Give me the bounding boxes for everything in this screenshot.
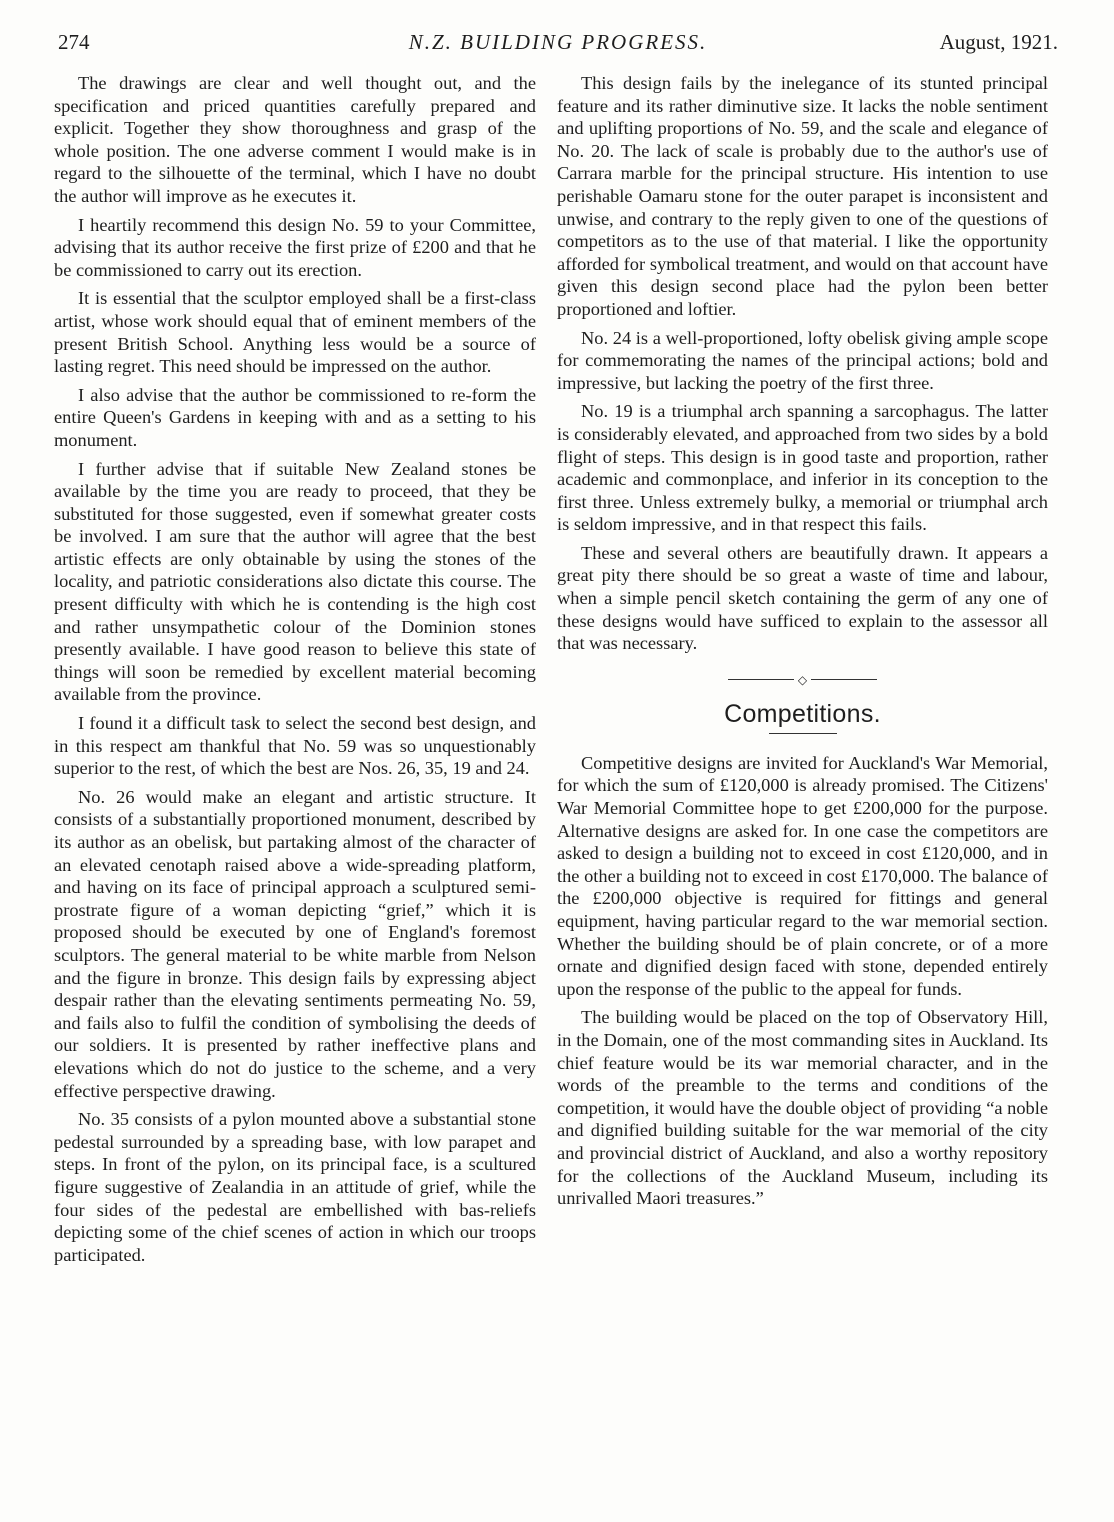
paragraph: I further advise that if suitable New Zealand stones be available by the time you are ready to proceed, that they be substituted for those suggested, even if somewhat greater costs be involved. I am sure that the author will agree that the best artistic effects are only obtainable by using the stones of the locality, and patriotic considerations also dictate this course. The present difficulty with which he is contending is the high cost and rather unsympathetic colour of the Dominion stones presently available. I have good reason to believe this state of things will soon be remedied by excellent material becoming available from the province.: [54, 458, 536, 705]
heading-rule: [769, 733, 837, 734]
paragraph: I heartily recommend this design No. 59 to your Committee, advising that its author receive the first prize of £200 and that he be commissioned to carry out its erection.: [54, 214, 536, 280]
paragraph: Competitive designs are invited for Auckland's War Memorial, for which the sum of £120,000 is already promised. The Citizens' War Memorial Committee hope to get £200,000 for the purpose. Alternative designs are asked for. In one case the competitors are asked to design a building not to exceed in cost £120,000, and in the other a building not to exceed in cost £170,000. The balance of the £200,000 objective is required for fittings and general equipment, having particular regard to the war memorial section. Whether the building should be of plain concrete, or of a more ornate and dignified design faced with stone, depended entirely upon the response of the public to the appeal for funds.: [557, 752, 1048, 999]
paragraph: I found it a difficult task to select the second best design, and in this respect am thankful that No. 59 was so unquestionably superior to the rest, of which the best are Nos. 26, 35, 19 and 24.: [54, 713, 536, 779]
left-column: [54, 72, 536, 1272]
paragraph: No. 19 is a triumphal arch spanning a sarcophagus. The latter is considerably elevated, and approached from two sides by a bold flight of steps. This design is in good taste and proportion, rather academic and commonplace, and inferior in its conception to the first three. Unless extremely bulky, a memorial or triumphal arch is seldom impressive, and in that respect this fails.: [557, 401, 1048, 535]
ornament-icon: ◇: [797, 672, 808, 687]
paragraph: The building would be placed on the top of Observatory Hill, in the Domain, one of the most commanding sites in Auckland. Its chief feature would be its war memorial character, and in the words of the preamble to the terms and conditions of the competition, it would have the double object of providing “a noble and dignified building suitable for the war memorial of the city and provincial district of Auckland, and also a worthy repository for the collections of the Auckland Museum, including its unrivalled Maori treasures.”: [557, 1007, 1048, 1209]
paragraph: This design fails by the inelegance of its stunted principal feature and its rather diminutive size. It lacks the noble sentiment and uplifting proportions of No. 59, and the scale and elegance of No. 20. The lack of scale is probably due to the author's use of Carrara marble for the principal structure. His intention to use perishable Oamaru stone for the outer parapet is inconsistent and unwise, and contrary to the reply given to one of the questions of competitors as to the use of that material. I like the opportunity afforded for symbolical treatment, and would on that account have given this design second place had the pylon been better proportioned and loftier.: [557, 73, 1048, 319]
paragraph: It is essential that the sculptor employed shall be a first-class artist, whose work should equal that of eminent members of the present British School. Anything less would be a source of lasting regret. This need should be impressed on the author.: [54, 288, 536, 377]
paragraph: The drawings are clear and well thought out, and the specification and priced quantities carefully prepared and explicit. Together they show thoroughness and grasp of the whole position. The one adverse comment I would make is in regard to the silhouette of the terminal, which I have no doubt the author will improve as he executes it.: [54, 73, 536, 206]
page-header: [58, 30, 1058, 60]
right-column: [557, 72, 1048, 1216]
paragraph: No. 24 is a well-proportioned, lofty obelisk giving ample scope for commemorating the names of the principal actions; bold and impressive, but lacking the poetry of the first three.: [557, 327, 1048, 393]
section-heading: Competitions.: [724, 699, 881, 728]
section-divider: [723, 673, 883, 685]
paragraph: I also advise that the author be commissioned to re-form the entire Queen's Gardens in keeping with and as a setting to his monument.: [54, 384, 536, 450]
page-number: 274: [58, 30, 90, 54]
journal-title: N.Z. BUILDING PROGRESS.: [408, 30, 708, 54]
paragraph: These and several others are beautifully drawn. It appears a great pity there should be so great a waste of time and labour, when a simple pencil sketch containing the germ of any one of these designs would have sufficed to explain to the assessor all that was necessary.: [557, 542, 1048, 654]
issue-date: August, 1921.: [939, 30, 1058, 54]
paragraph: No. 26 would make an elegant and artistic structure. It consists of a substantially proportioned monument, described by its author as an obelisk, but partaking almost of the character of an elevated cenotaph raised above a wide-spreading platform, and having on its face of principal approach a sculptured semi-prostrate figure of a woman depicting “grief,” which it is proposed should be executed by one of England's foremost sculptors. The general material to be white marble from Nelson and the figure in bronze. This design fails by expressing abject despair rather than the elevating sentiments permeating No. 59, and fails also to fulfil the condition of symbolising the deeds of our soldiers. It is presented by rather ineffective plans and elevations which do not do justice to the scheme, and a very effective perspective drawing.: [54, 786, 536, 1101]
paragraph: No. 35 consists of a pylon mounted above a substantial stone pedestal surrounded by a spreading base, with low parapet and steps. In front of the pylon, on its principal face, is a scultured figure suggestive of Zealandia in an attitude of grief, while the four sides of the pedestal are embellished with bas-reliefs depicting some of the chief scenes of action in which our troops participated.: [54, 1109, 536, 1265]
